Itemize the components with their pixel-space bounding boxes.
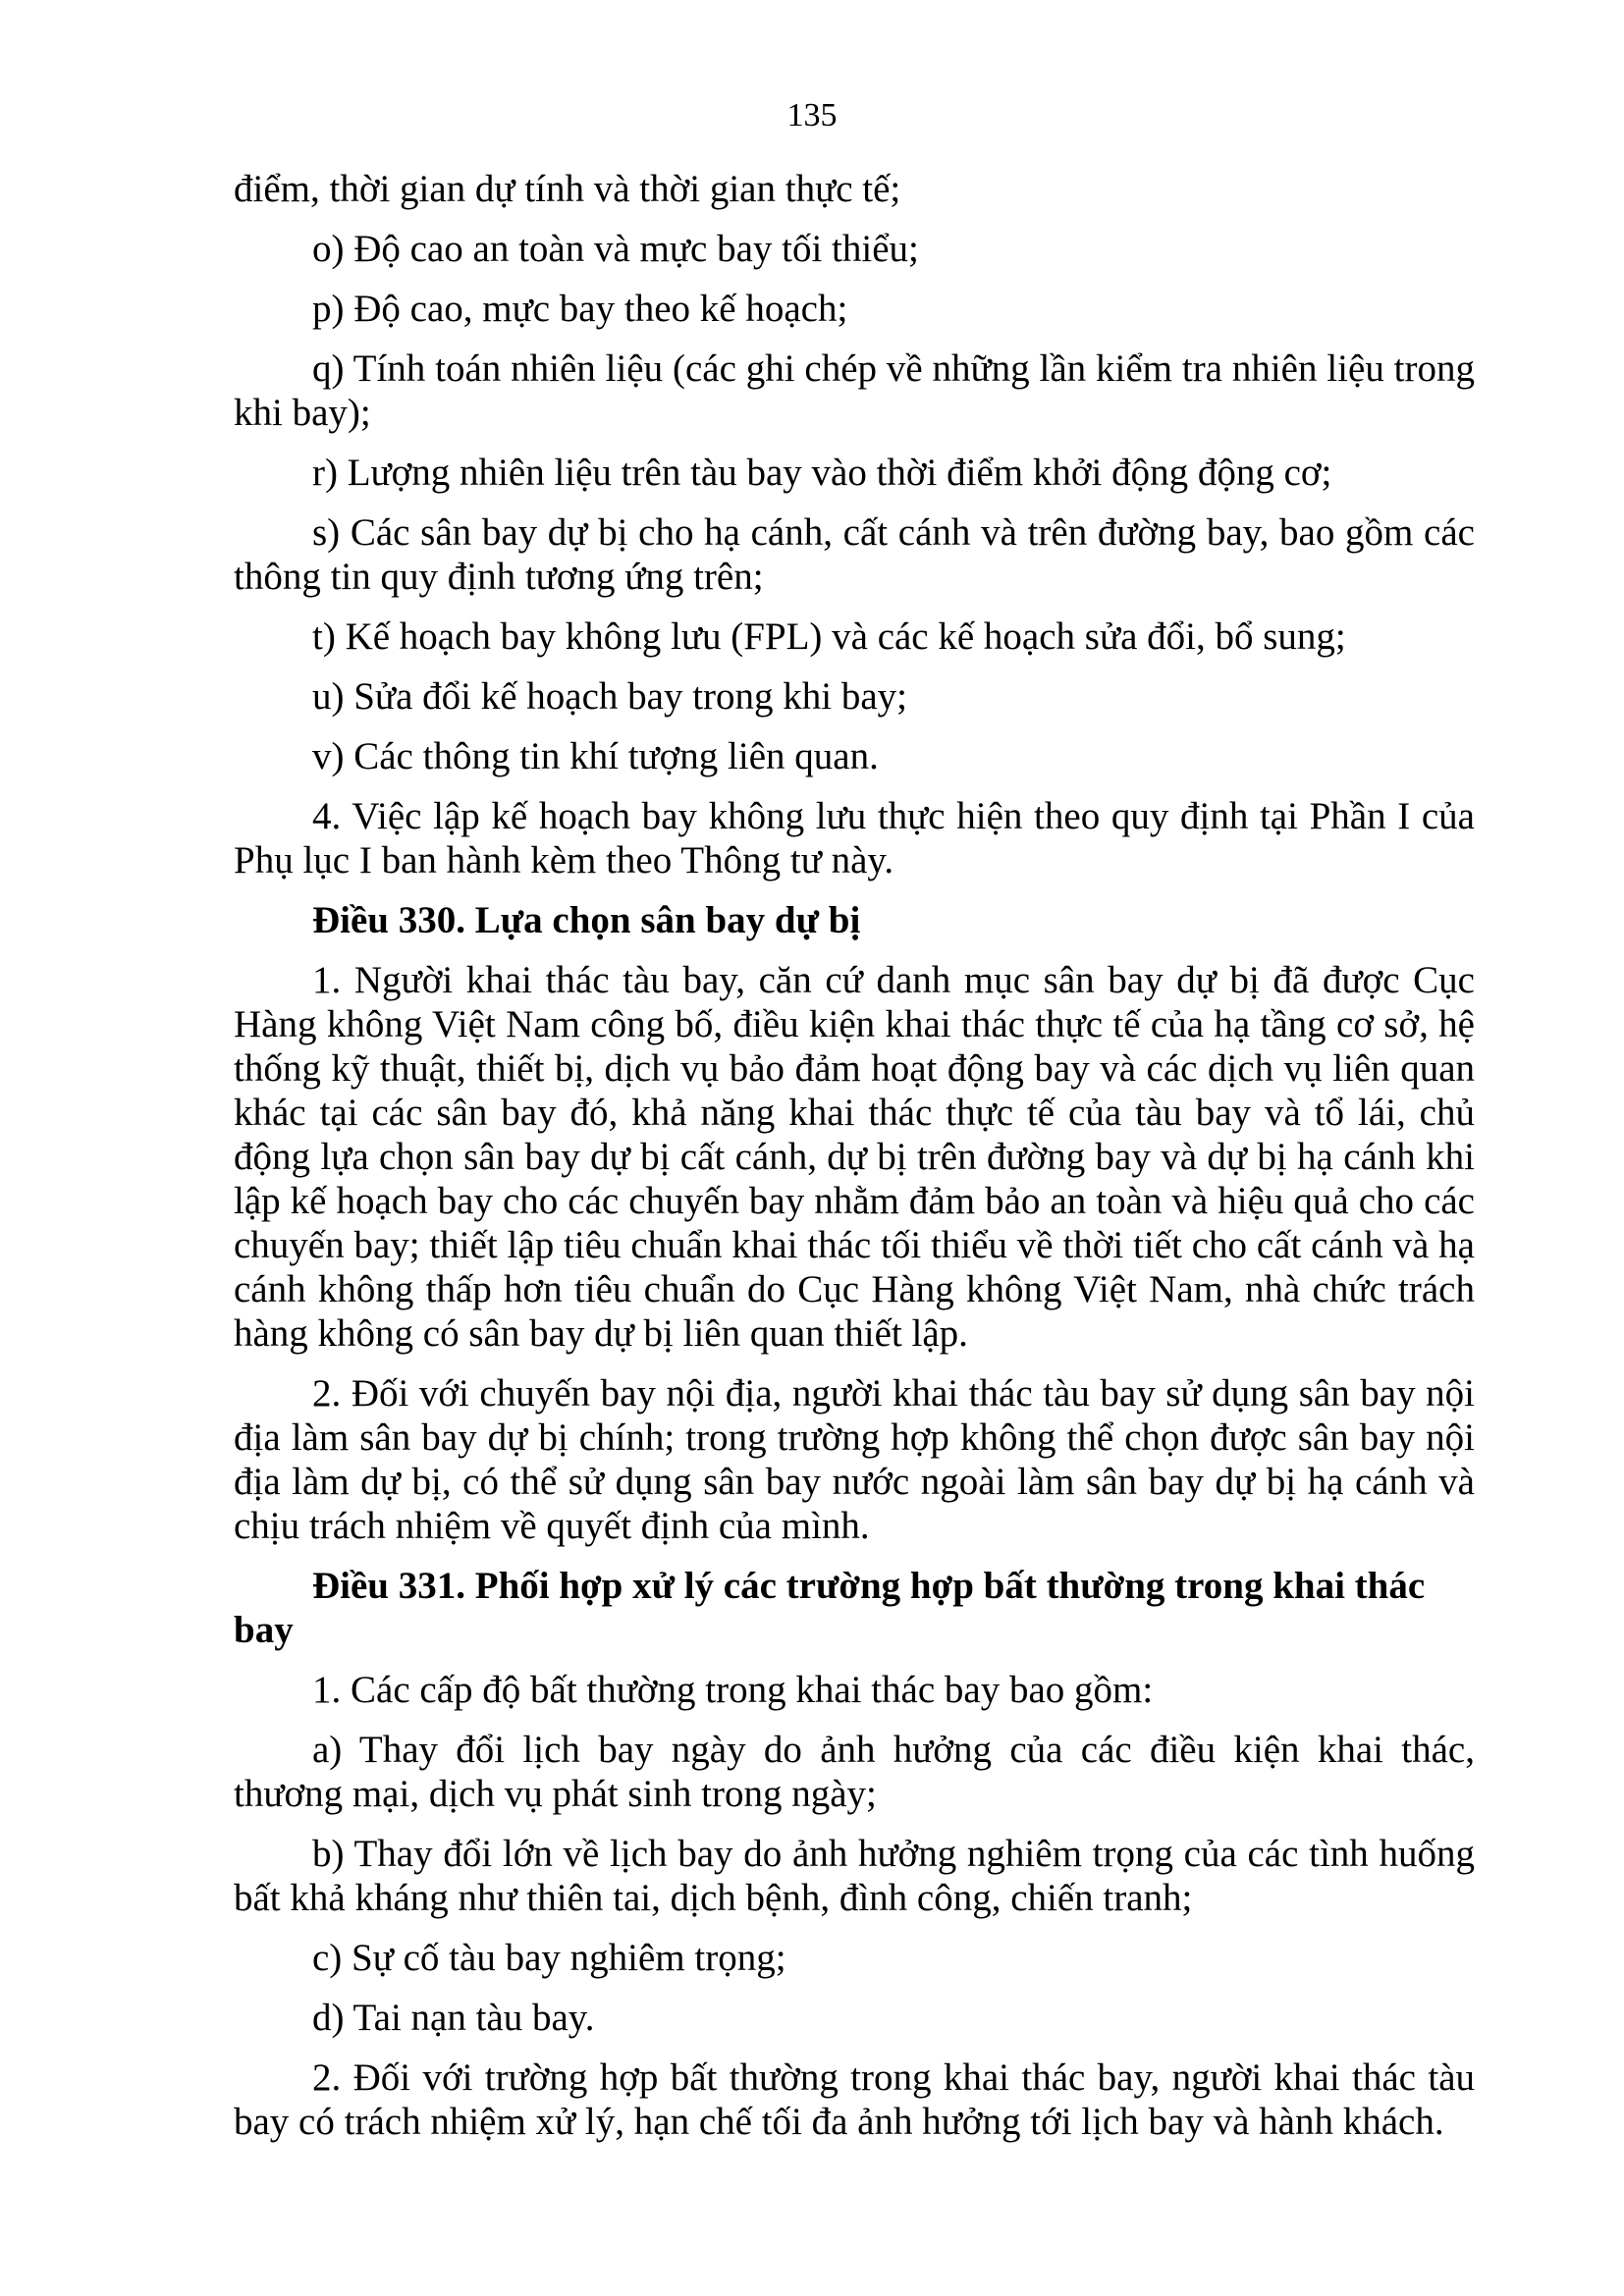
list-item-p: p) Độ cao, mực bay theo kế hoạch;: [312, 288, 848, 330]
clause-4: 4. Việc lập kế hoạch bay không lưu thực hiện theo quy định tại Phần I của Phụ lục I ban hành kèm theo Thông tư này.: [234, 795, 1475, 881]
list-item-c: c) Sự cố tàu bay nghiêm trọng;: [312, 1937, 786, 1979]
list-item-b: b) Thay đổi lớn về lịch bay do ảnh hưởng nghiêm trọng của các tình huống bất khả kháng như thiên tai, dịch bệnh, đình công, chiến tranh;: [234, 1833, 1475, 1919]
list-item-u: u) Sửa đổi kế hoạch bay trong khi bay;: [312, 675, 908, 718]
list-item-o: o) Độ cao an toàn và mực bay tối thiểu;: [312, 228, 919, 270]
list-item-v: v) Các thông tin khí tượng liên quan.: [312, 735, 879, 777]
document-body: [234, 167, 1475, 2160]
article-330-clause-2: 2. Đối với chuyến bay nội địa, người khai thác tàu bay sử dụng sân bay nội địa làm sân bay dự bị chính; trong trường hợp không thể chọn được sân bay nội địa làm dự bị, có thể sử dụng sân bay nước ngoài làm sân bay dự bị hạ cánh và chịu trách nhiệm về quyết định của mình.: [234, 1372, 1475, 1547]
article-331-clause-1: 1. Các cấp độ bất thường trong khai thác bay bao gồm:: [312, 1669, 1154, 1711]
paragraph: điểm, thời gian dự tính và thời gian thực tế;: [234, 168, 901, 210]
list-item-r: r) Lượng nhiên liệu trên tàu bay vào thời điểm khởi động động cơ;: [312, 452, 1332, 494]
list-item-a: a) Thay đổi lịch bay ngày do ảnh hưởng của các điều kiện khai thác, thương mại, dịch vụ phát sinh trong ngày;: [234, 1729, 1475, 1815]
article-330-heading: Điều 330. Lựa chọn sân bay dự bị: [312, 899, 861, 941]
article-331-heading: Điều 331. Phối hợp xử lý các trường hợp bất thường trong khai thác bay: [234, 1565, 1426, 1651]
list-item-d: d) Tai nạn tàu bay.: [312, 1997, 595, 2039]
list-item-t: t) Kế hoạch bay không lưu (FPL) và các kế hoạch sửa đổi, bổ sung;: [312, 615, 1346, 658]
list-item-s: s) Các sân bay dự bị cho hạ cánh, cất cánh và trên đường bay, bao gồm các thông tin quy định tương ứng trên;: [234, 511, 1475, 598]
list-item-q: q) Tính toán nhiên liệu (các ghi chép về những lần kiểm tra nhiên liệu trong khi bay);: [234, 347, 1475, 434]
article-330-clause-1: 1. Người khai thác tàu bay, căn cứ danh mục sân bay dự bị đã được Cục Hàng không Việt Nam công bố, điều kiện khai thác thực tế của hạ tầng cơ sở, hệ thống kỹ thuật, thiết bị, dịch vụ bảo đảm hoạt động bay và các dịch vụ liên quan khác tại các sân bay đó, khả năng khai thác thực tế của tàu bay và tổ lái, chủ động lựa chọn sân bay dự bị cất cánh, dự bị trên đường bay và dự bị hạ cánh khi lập kế hoạch bay cho các chuyến bay nhằm đảm bảo an toàn và hiệu quả cho các chuyến bay; thiết lập tiêu chuẩn khai thác tối thiểu về thời tiết cho cất cánh và hạ cánh không thấp hơn tiêu chuẩn do Cục Hàng không Việt Nam, nhà chức trách hàng không có sân bay dự bị liên quan thiết lập.: [234, 959, 1475, 1355]
article-331-clause-2: 2. Đối với trường hợp bất thường trong khai thác bay, người khai thác tàu bay có trách nhiệm xử lý, hạn chế tối đa ảnh hưởng tới lịch bay và hành khách.: [234, 2056, 1475, 2143]
page-number: 135: [786, 97, 838, 133]
